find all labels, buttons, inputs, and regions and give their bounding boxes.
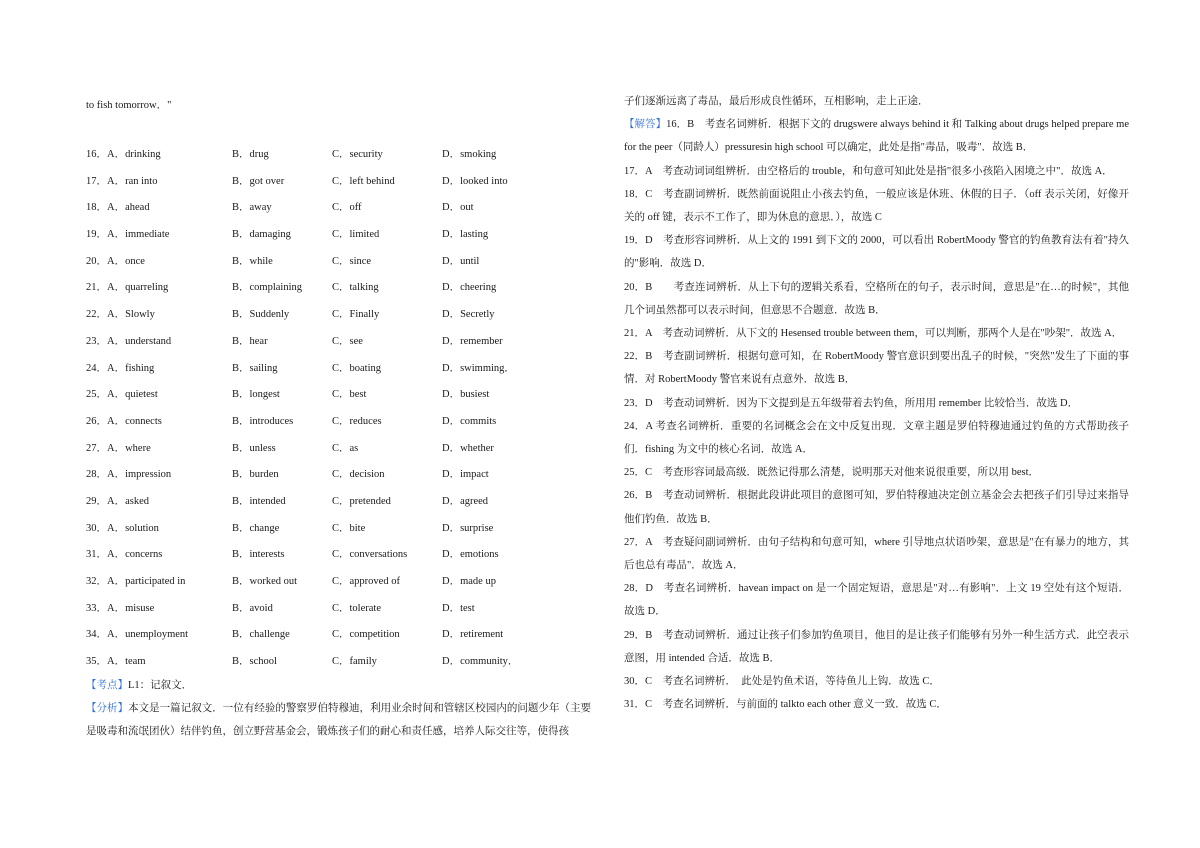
- option-a: [86, 253, 145, 268]
- option-a: [86, 440, 151, 455]
- option-b: B．damaging: [232, 229, 291, 241]
- answer-16-text: 16．B 考查名词辨析．根据下文的 drugswere always behind it 和 Talking about drugs helped prepare me for the peer（同龄人）pressuresin high school 可以确定，此处是指"毒品，吸毒"．故选 B．: [624, 119, 1130, 154]
- option-row: [86, 466, 596, 493]
- option-c: C．competition: [332, 629, 400, 641]
- option-c: C．tolerate: [332, 602, 381, 614]
- option-d: D．surprise: [442, 522, 494, 534]
- option-a-text: A．once: [107, 255, 145, 267]
- option-c: C．pretended: [332, 495, 391, 507]
- option-row: [86, 199, 596, 226]
- option-b: B．avoid: [232, 602, 273, 614]
- option-b: B．introduces: [232, 415, 294, 427]
- option-d: D．busiest: [442, 389, 490, 401]
- answer-item: 19．D 考查形容词辨析．从上文的 1991 到下文的 2000，可以看出 RobertMoody 警官的钓鱼教育法有着"持久的"影响．故选 D．: [624, 235, 1129, 270]
- option-a: [86, 413, 162, 428]
- option-b: B．got over: [232, 175, 285, 187]
- question-number: 17．: [86, 175, 107, 187]
- option-a: [86, 520, 159, 535]
- option-b: B．change: [232, 522, 280, 534]
- option-d: D．made up: [442, 576, 496, 587]
- question-number: 32．: [86, 576, 107, 587]
- option-a-text: A．ran into: [107, 175, 158, 187]
- question-number: 21．: [86, 282, 107, 294]
- option-row: [86, 333, 596, 360]
- answer-item: 27．A 考查疑问副词辨析．由句子结构和句意可知，where 引导地点状语吵架，意思是"在有暴力的地方，其后也总有毒品"．故选 A．: [624, 536, 1129, 572]
- answer-item: 30．C 考查名词辨析． 此处是钓鱼术语，等待鱼儿上钩．故选 C．: [624, 676, 940, 688]
- option-a-text: A．quietest: [107, 389, 158, 401]
- option-a: [86, 226, 169, 241]
- question-number: 19．: [86, 229, 107, 241]
- option-d: D．swimming．: [442, 362, 515, 374]
- option-row: [86, 626, 596, 653]
- option-c: C．approved of: [332, 576, 400, 587]
- option-a: [86, 306, 155, 321]
- option-a-text: A．solution: [107, 522, 159, 534]
- answer-item: 29．B 考查动词辨析．通过让孩子们参加钓鱼项目，他目的是让孩子们能够有另外一种生活方式．此空表示意图，用 intended 合适．故选 B．: [624, 629, 1129, 664]
- option-a: [86, 626, 188, 641]
- option-b: B．away: [232, 202, 272, 214]
- option-c: C．boating: [332, 362, 381, 374]
- option-b: B．longest: [232, 389, 280, 401]
- question-number: 24．: [86, 362, 107, 374]
- option-c: C．conversations: [332, 549, 408, 561]
- option-d: D．remember: [442, 335, 503, 347]
- option-c: C．Finally: [332, 309, 380, 321]
- question-number: 34．: [86, 629, 107, 641]
- question-number: 29．: [86, 495, 107, 507]
- option-a-text: A．immediate: [107, 229, 170, 241]
- option-row: [86, 440, 596, 467]
- option-b: B．complaining: [232, 282, 302, 294]
- option-a: [86, 199, 150, 214]
- passage-ending-line: to fish tomorrow．": [86, 100, 172, 111]
- option-d: D．until: [442, 255, 480, 267]
- option-row: [86, 600, 596, 627]
- answer-item: 20．B 考查连词辨析．从上下句的逻辑关系看，空格所在的句子，表示时间，意思是"在…的时候"，其他几个词虽然都可以表示时间，但意思不合题意．故选 B．: [624, 281, 1129, 316]
- option-d: D．retirement: [442, 629, 504, 641]
- question-number: 22．: [86, 309, 107, 321]
- option-b: B．intended: [232, 495, 286, 507]
- option-a-text: A．asked: [107, 495, 149, 507]
- option-d: D．looked into: [442, 175, 508, 187]
- option-c: C．left behind: [332, 175, 395, 187]
- option-d: D．out: [442, 202, 474, 214]
- answer-item: 31．C 考查名词辨析．与前面的 talkto each other 意义一致．故选 C．: [624, 699, 947, 711]
- option-a: [86, 146, 161, 161]
- option-c: C．bite: [332, 522, 366, 534]
- option-row: [86, 573, 596, 600]
- question-number: 18．: [86, 202, 107, 214]
- option-b: B．drug: [232, 149, 269, 160]
- option-a-text: A．participated in: [107, 576, 186, 587]
- option-a-text: A．fishing: [107, 362, 155, 374]
- option-d: D．commits: [442, 415, 497, 427]
- answer-item: 22．B 考查副词辨析．根据句意可知，在 RobertMoody 警官意识到要出乱子的时候，"突然"发生了下面的事情．对 RobertMoody 警官来说有点意外．故选 B．: [624, 351, 1129, 386]
- option-a-text: A．where: [107, 442, 151, 454]
- question-number: 27．: [86, 442, 107, 454]
- question-number: 31．: [86, 549, 107, 561]
- option-a-text: A．ahead: [107, 202, 150, 214]
- option-c: C．limited: [332, 229, 380, 241]
- analysis-continuation: 子们逐渐远离了毒品，最后形成良性循环，互相影响，走上正途．: [624, 96, 929, 107]
- option-row: [86, 520, 596, 547]
- fenxi-section: [86, 697, 591, 743]
- option-a-text: A．drinking: [107, 149, 161, 160]
- kaodian-section: [86, 674, 591, 697]
- option-row: [86, 546, 596, 573]
- option-b: B．unless: [232, 442, 276, 454]
- fenxi-text: 本文是一篇记叙文．一位有经验的警察罗伯特穆迪，利用业余时间和管辖区校园内的问题少年（主要是吸毒和流氓团伙）结伴钓鱼，创立野营基金会，锻炼孩子们的耐心和责任感，培养人际交往等，使得孩: [86, 703, 592, 738]
- option-row: [86, 173, 596, 200]
- question-number: 35．: [86, 656, 107, 668]
- question-number: 30．: [86, 522, 107, 534]
- option-b: B．burden: [232, 469, 279, 481]
- option-c: C．security: [332, 149, 383, 160]
- answer-item: 24．A 考查名词辨析．重要的名词概念会在文中反复出现．文章主题是罗伯特穆迪通过钓鱼的方式帮助孩子们．fishing 为文中的核心名词．故选 A．: [624, 420, 1129, 456]
- option-c: C．decision: [332, 469, 385, 481]
- option-a: [86, 493, 149, 508]
- question-number: 26．: [86, 415, 107, 427]
- question-number: 25．: [86, 389, 107, 401]
- answer-item: 26．B 考查动词辨析．根据此段讲此项目的意图可知，罗伯特穆迪决定创立基金会去把孩子们引导过来指导他们钓鱼．故选 B．: [624, 490, 1129, 525]
- option-b: B．sailing: [232, 362, 278, 374]
- option-d: D．smoking: [442, 149, 497, 160]
- question-number: 33．: [86, 602, 107, 614]
- option-a-text: A．connects: [107, 415, 162, 427]
- option-d: D．agreed: [442, 495, 489, 507]
- option-row: [86, 306, 596, 333]
- option-d: D．emotions: [442, 549, 499, 561]
- option-c: C．since: [332, 255, 372, 267]
- question-number: 28．: [86, 469, 107, 481]
- answer-item: 18．C 考查副词辨析．既然前面说阻止小孩去钓鱼，一般应该是休班、休假的日子．（off 表示关闭，好像开关的 off 键，表示不工作了，即为休息的意思．），故选 C: [624, 188, 1129, 224]
- kaodian-tag: 【考点】: [86, 680, 128, 691]
- fenxi-tag: 【分析】: [86, 703, 129, 714]
- answer-item: 25．C 考查形容词最高级．既然记得那么清楚，说明那天对他来说很重要，所以用 best．: [624, 467, 1040, 479]
- option-b: B．while: [232, 255, 273, 267]
- option-a-text: A．impression: [107, 469, 172, 481]
- jieda-tag: 【解答】: [624, 119, 667, 131]
- question-number: 20．: [86, 255, 107, 267]
- option-row: [86, 279, 596, 306]
- option-d: D．impact: [442, 469, 489, 481]
- option-d: D．cheering: [442, 282, 497, 294]
- option-a: [86, 466, 171, 481]
- option-c: C．reduces: [332, 415, 382, 427]
- option-row: [86, 226, 596, 253]
- option-a: [86, 173, 157, 188]
- option-row: [86, 360, 596, 387]
- option-a-text: A．misuse: [107, 602, 155, 614]
- option-a: [86, 546, 162, 561]
- option-c: C．off: [332, 202, 362, 214]
- option-a: [86, 386, 158, 401]
- option-b: B．interests: [232, 549, 285, 561]
- answer-item: 23．D 考查动词辨析．因为下文提到是五年级带着去钓鱼，所用用 remember 比较恰当．故选 D．: [624, 397, 1079, 409]
- option-a: [86, 360, 154, 375]
- option-a-text: A．unemployment: [107, 629, 189, 641]
- kaodian-text: L1：记叙文．: [128, 680, 193, 691]
- option-row: [86, 386, 596, 413]
- option-c: C．best: [332, 389, 367, 401]
- option-d: D．lasting: [442, 229, 489, 241]
- option-a: [86, 279, 168, 294]
- answer-item: 17．A 考查动词词组辨析．由空格后的 trouble，和句意可知此处是指"很多小孩陷入困境之中"．故选 A．: [624, 165, 1113, 177]
- option-a-text: A．Slowly: [107, 309, 155, 321]
- option-a-text: A．team: [107, 656, 146, 668]
- option-a-text: A．concerns: [107, 549, 163, 561]
- option-b: B．hear: [232, 335, 268, 347]
- option-a: [86, 600, 154, 615]
- answers-section: [624, 90, 1129, 716]
- option-d: D．whether: [442, 442, 494, 454]
- answer-item: 21．A 考查动词辨析．从下文的 Hesensed trouble between them，可以判断，那两个人是在"吵架"．故选 A．: [624, 328, 1123, 340]
- question-number: 16．: [86, 149, 107, 160]
- option-b: B．worked out: [232, 576, 298, 587]
- option-a-text: A．understand: [107, 335, 172, 347]
- option-b: B．Suddenly: [232, 309, 290, 321]
- option-a: [86, 653, 146, 668]
- answer-16: [624, 113, 1129, 159]
- option-c: C．family: [332, 656, 377, 668]
- options-list: [86, 146, 596, 680]
- option-a: [86, 573, 185, 588]
- answers-list: [624, 160, 1129, 717]
- option-c: C．see: [332, 335, 363, 347]
- option-a: [86, 333, 171, 348]
- question-number: 23．: [86, 335, 107, 347]
- option-d: D．test: [442, 602, 475, 614]
- option-d: D．community．: [442, 656, 519, 668]
- option-row: [86, 253, 596, 280]
- option-c: C．as: [332, 442, 359, 454]
- option-d: D．Secretly: [442, 309, 495, 321]
- option-b: B．challenge: [232, 629, 290, 641]
- option-c: C．talking: [332, 282, 379, 294]
- option-a-text: A．quarreling: [107, 282, 169, 294]
- option-row: [86, 146, 596, 173]
- answer-item: 28．D 考查名词辨析．havean impact on 是一个固定短语，意思是"对…有影响"．上文 19 空处有这个短语．故选 D．: [624, 583, 1129, 618]
- option-row: [86, 413, 596, 440]
- option-row: [86, 493, 596, 520]
- option-b: B．school: [232, 656, 277, 668]
